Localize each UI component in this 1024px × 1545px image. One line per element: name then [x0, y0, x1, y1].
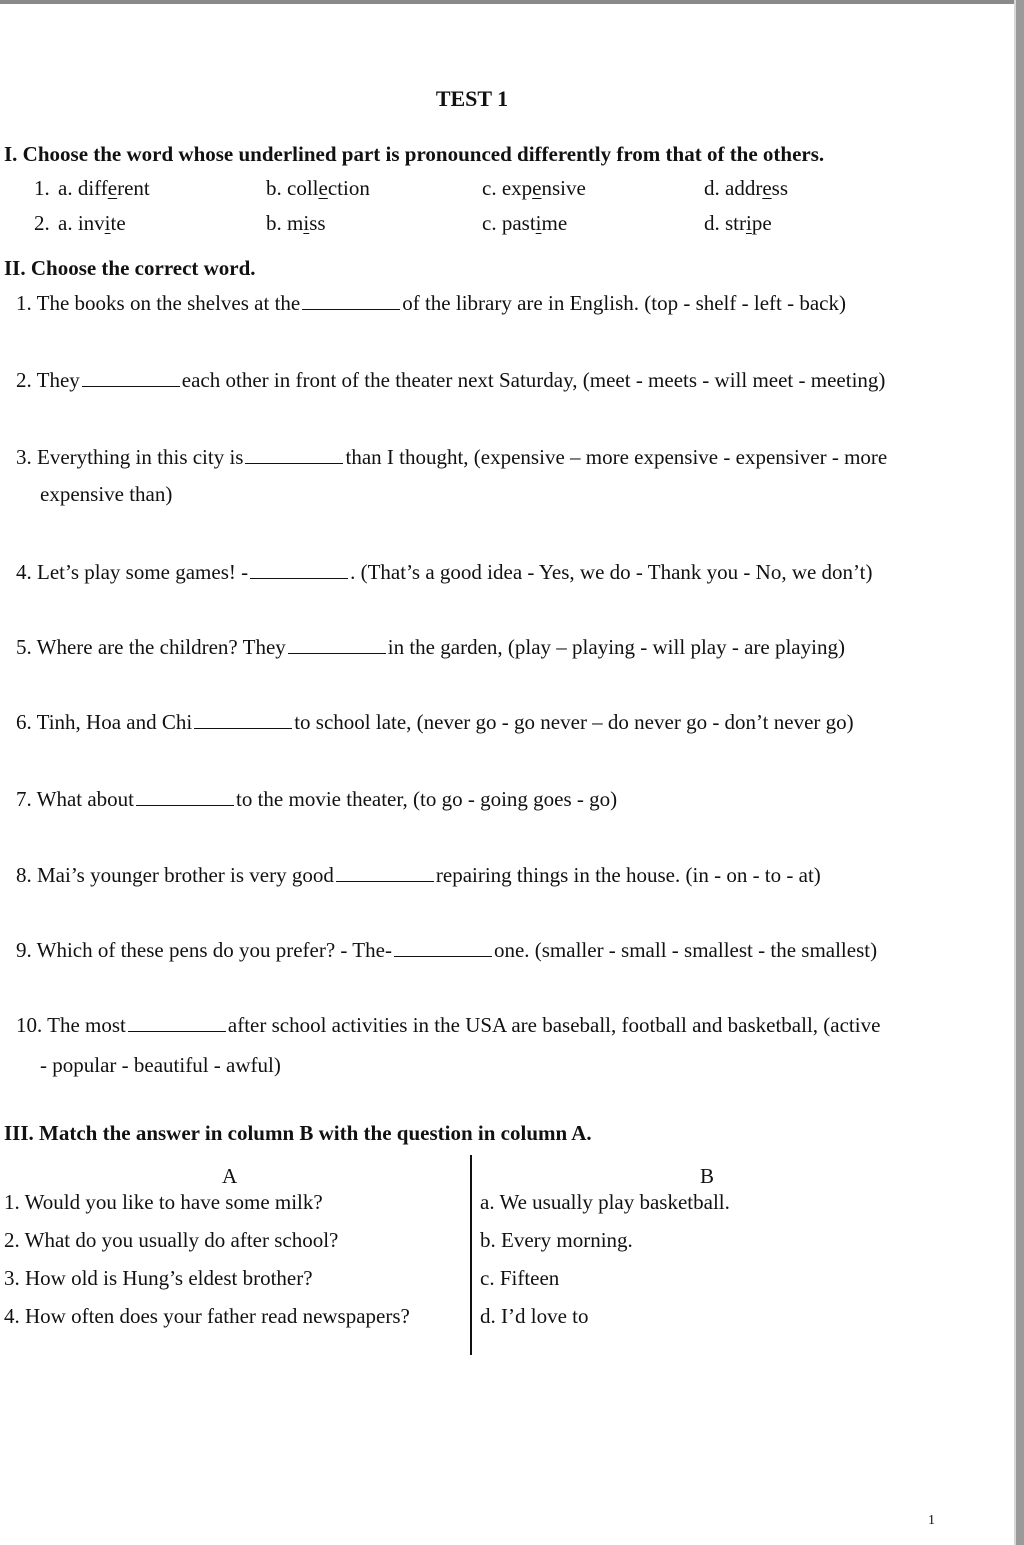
s1-q1-option-b: b. collection [266, 176, 370, 200]
s2-item-5: 5. Where are the children? They in the garden, (play – playing - will play - are playing) [16, 635, 845, 659]
answer-blank[interactable] [288, 635, 386, 654]
s1-q2-option-b: b. miss [266, 211, 326, 235]
s2-item-9: 9. Which of these pens do you prefer? - The- one. (smaller - small - smallest - the smallest) [16, 938, 878, 962]
s2-item-8: 8. Mai’s younger brother is very good repairing things in the house. (in - on - to - at) [16, 863, 821, 887]
s1-q2-option-c: c. pastime [482, 211, 568, 235]
answer-blank[interactable] [136, 787, 234, 806]
answer-blank[interactable] [128, 1013, 226, 1032]
answer-blank[interactable] [336, 863, 434, 882]
col-a-item-3: 3. How old is Hung’s eldest brother? [4, 1266, 313, 1290]
s2-item-10-continued: - popular - beautiful - awful) [40, 1053, 281, 1077]
window-frame-right [1016, 0, 1024, 1545]
answer-blank[interactable] [394, 938, 492, 957]
col-a-item-2: 2. What do you usually do after school? [4, 1228, 339, 1252]
s1-q2-number: 2. [34, 211, 50, 235]
answer-blank[interactable] [245, 445, 343, 464]
answer-blank[interactable] [194, 710, 292, 729]
section-2-heading: II. Choose the correct word. [4, 256, 256, 280]
s2-item-3: 3. Everything in this city is than I thought, (expensive – more expensive - expensiver - more [16, 445, 888, 469]
s2-item-6: 6. Tinh, Hoa and Chi to school late, (never go - go never – do never go - don’t never go) [16, 710, 854, 734]
col-b-item-d: d. I’d love to [480, 1304, 589, 1328]
section-3-heading: III. Match the answer in column B with the question in column A. [4, 1121, 592, 1145]
s2-item-10: 10. The most after school activities in the USA are baseball, football and basketball, (active [16, 1013, 881, 1037]
s2-item-4: 4. Let’s play some games! - . (That’s a good idea - Yes, we do - Thank you - No, we don’t) [16, 560, 873, 584]
s2-item-2: 2. They each other in front of the theater next Saturday, (meet - meets - will meet - meeting) [16, 368, 886, 392]
answer-blank[interactable] [82, 368, 180, 387]
s1-q1-number: 1. [34, 176, 50, 200]
s1-q2-option-a: a. invite [58, 211, 126, 235]
column-b-heading: B [700, 1164, 715, 1188]
s1-q1-option-c: c. expensive [482, 176, 586, 200]
column-a-heading: A [222, 1164, 238, 1188]
s2-item-7: 7. What about to the movie theater, (to go - going goes - go) [16, 787, 618, 811]
s1-q1-option-a: a. different [58, 176, 150, 200]
page-title: TEST 1 [435, 86, 509, 111]
page-number: 1 [928, 1513, 935, 1528]
col-a-item-1: 1. Would you like to have some milk? [4, 1190, 323, 1214]
col-b-item-a: a. We usually play basketball. [480, 1190, 730, 1214]
column-divider [470, 1155, 472, 1355]
col-b-item-b: b. Every morning. [480, 1228, 633, 1252]
s2-item-1: 1. The books on the shelves at the of the library are in English. (top - shelf - left - back) [16, 291, 846, 315]
answer-blank[interactable] [302, 291, 400, 310]
s1-q2-option-d: d. stripe [704, 211, 772, 235]
section-1-heading: I. Choose the word whose underlined part is pronounced differently from that of the others. [4, 142, 825, 166]
col-a-item-4: 4. How often does your father read newspapers? [4, 1304, 410, 1328]
answer-blank[interactable] [250, 560, 348, 579]
col-b-item-c: c. Fifteen [480, 1266, 560, 1290]
s1-q1-option-d: d. address [704, 176, 789, 200]
s2-item-3-continued: expensive than) [40, 482, 173, 506]
